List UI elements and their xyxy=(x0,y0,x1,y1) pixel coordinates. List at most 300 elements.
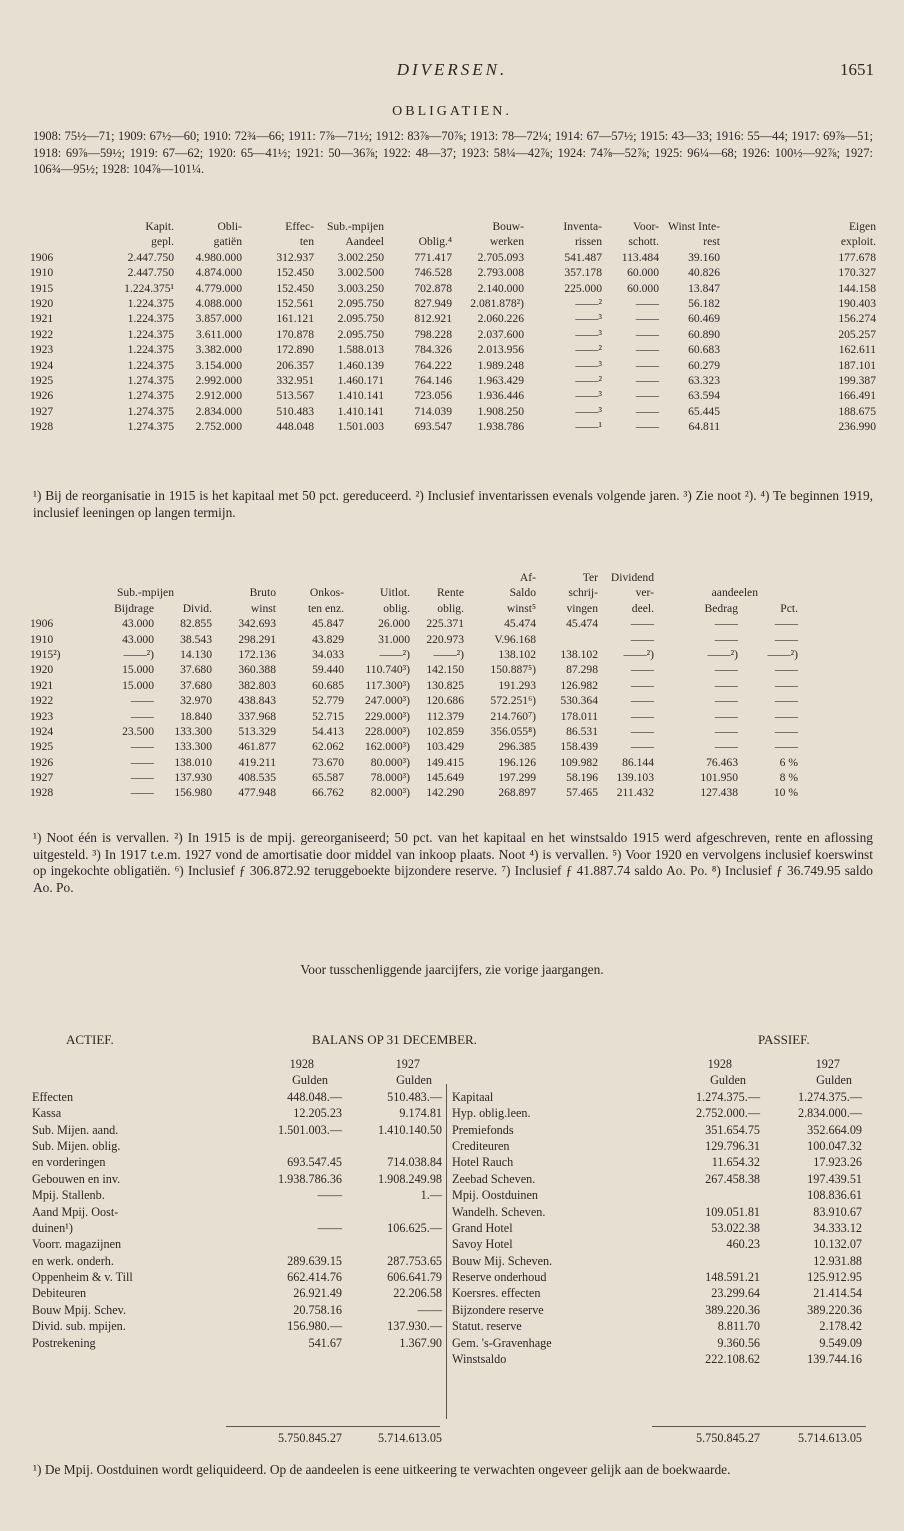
table2-cell: 52.715 xyxy=(312,709,344,723)
table2-header-cell: vingen xyxy=(566,601,598,615)
table2-header-cell: Rente xyxy=(436,586,464,600)
table1-cell: 764.146 xyxy=(414,373,452,387)
table1-cell: 827.949 xyxy=(414,296,452,310)
table1-cell: 1.938.786 xyxy=(477,420,524,434)
balance-value-1927: 100.047.32 xyxy=(807,1138,862,1153)
balance-row xyxy=(32,1220,442,1236)
balance-value-1928: 222.108.62 xyxy=(705,1352,760,1367)
table2-cell: 120.686 xyxy=(426,694,464,708)
balance-value-1927: 197.439.51 xyxy=(807,1171,862,1186)
table2-header-row xyxy=(30,570,876,585)
table1-row xyxy=(30,342,876,357)
balance-value-1928: 11.654.32 xyxy=(711,1155,760,1170)
table2-cell: ——²) xyxy=(623,647,654,661)
table1-row xyxy=(30,250,876,265)
table2-cell: 162.000³) xyxy=(364,740,410,754)
table1-cell: 3.002.500 xyxy=(337,266,384,280)
balance-label: en werk. onderh. xyxy=(32,1253,114,1268)
table2-row xyxy=(30,662,876,677)
balance-divider xyxy=(446,1084,447,1419)
balance-value-1927: 2.834.000.— xyxy=(798,1106,862,1121)
table2-cell: 82.000³) xyxy=(370,786,410,800)
table2-year: 1927 xyxy=(30,771,54,785)
table1-cell: 312.937 xyxy=(276,250,314,264)
table1-cell: ——³ xyxy=(575,312,602,326)
table1-cell: 2.447.750 xyxy=(127,266,174,280)
table2-cell: —— xyxy=(774,617,798,631)
table2-cell: —— xyxy=(774,740,798,754)
table1-row xyxy=(30,265,876,280)
table2-year: 1924 xyxy=(30,724,54,738)
table1-cell: 40.826 xyxy=(688,266,720,280)
table2-cell: 8 % xyxy=(779,771,798,785)
balance-value-1928: 26.921.49 xyxy=(293,1286,342,1301)
actief-heading: ACTIEF. xyxy=(66,1032,114,1047)
table2-cell: 60.685 xyxy=(312,678,344,692)
table1-cell: 541.487 xyxy=(564,250,602,264)
balance-value-1928: 1.274.375.— xyxy=(696,1089,760,1104)
balance-value-1928: 53.022.38 xyxy=(711,1220,760,1235)
table1-cell: 206.357 xyxy=(276,358,314,372)
balance-value-1927: 1.908.249.98 xyxy=(378,1171,442,1186)
table2-cell: 139.103 xyxy=(616,771,654,785)
table2-cell: 228.000³) xyxy=(364,724,410,738)
table2-cell: 149.415 xyxy=(426,755,464,769)
table2-cell: 138.102 xyxy=(560,647,598,661)
table1-cell: 60.000 xyxy=(627,266,659,280)
balance-row xyxy=(452,1105,872,1121)
balance-year-1928: 1928 xyxy=(707,1057,732,1071)
balance-row xyxy=(32,1122,442,1138)
table1-cell: 162.611 xyxy=(838,343,876,357)
balance-value-1928: 156.980.— xyxy=(287,1319,342,1334)
table2-cell: 76.463 xyxy=(706,755,738,769)
table2-cell: —— xyxy=(130,786,154,800)
table1-year: 1915 xyxy=(30,281,54,295)
balance-label: Oppenheim & v. Till xyxy=(32,1270,133,1285)
table2-cell: 220.973 xyxy=(426,632,464,646)
table2-cell: 103.429 xyxy=(426,740,464,754)
table1-cell: 2.013.956 xyxy=(477,343,524,357)
balance-unit-1927: Gulden xyxy=(396,1073,432,1088)
actief-totals xyxy=(32,1430,442,1446)
table2-cell: 477.948 xyxy=(238,786,276,800)
table2-cell: 38.543 xyxy=(180,632,212,646)
table1-cell: 2.793.008 xyxy=(477,266,524,280)
balance-value-1927: 125.912.95 xyxy=(807,1270,862,1285)
table2-cell: 112.379 xyxy=(426,709,464,723)
table2-cell: 54.413 xyxy=(312,724,344,738)
table2-header-cell: Bruto xyxy=(249,586,276,600)
balance-value-1927: 1.410.140.50 xyxy=(378,1122,442,1137)
balance-row xyxy=(452,1122,872,1138)
balance-value-1927: 34.333.12 xyxy=(813,1220,862,1235)
table2-year: 1926 xyxy=(30,755,54,769)
table2-row xyxy=(30,785,876,800)
table1-header-cell: Inventa- xyxy=(563,220,602,233)
table2-cell: —— xyxy=(714,632,738,646)
table2-year: 1925 xyxy=(30,740,54,754)
table2-cell: 32.970 xyxy=(180,694,212,708)
table2-cell: —— xyxy=(714,663,738,677)
table1-cell: —— xyxy=(635,389,659,403)
table1-cell: —— xyxy=(635,404,659,418)
balance-row xyxy=(452,1187,872,1203)
balance-row xyxy=(452,1302,872,1318)
table1-header-cell: Winst Inte- xyxy=(667,220,720,233)
table2-cell: 247.000³) xyxy=(364,694,410,708)
table1-cell: 1.460.139 xyxy=(337,358,384,372)
table2-cell: 43.000 xyxy=(122,617,154,631)
table2-year: 1928 xyxy=(30,786,54,800)
table1-header-row xyxy=(30,234,876,249)
table1-cell: 2.140.000 xyxy=(477,281,524,295)
table2-cell: 211.432 xyxy=(616,786,654,800)
table1-cell: 714.039 xyxy=(414,404,452,418)
balance-value-1928: 129.796.31 xyxy=(705,1138,760,1153)
balance-row xyxy=(452,1285,872,1301)
table1-cell: 1.224.375 xyxy=(127,343,174,357)
table2-year: 1920 xyxy=(30,663,54,677)
table2-cell: 356.055⁸) xyxy=(490,724,536,738)
table2-cell: 137.930 xyxy=(174,771,212,785)
balance-value-1927: 714.038.84 xyxy=(387,1155,442,1170)
balance-value-1927: 389.220.36 xyxy=(807,1302,862,1317)
balance-label: Effecten xyxy=(32,1089,74,1104)
table1-cell: 1.274.375 xyxy=(127,389,174,403)
table1-header-cell: schott. xyxy=(628,235,659,249)
table1-cell: 1.963.429 xyxy=(477,373,524,387)
table1-cell: —— xyxy=(635,420,659,434)
table1-cell: 113.484 xyxy=(621,250,659,264)
balance-value-1927: 12.931.88 xyxy=(813,1253,862,1268)
table2-cell: —— xyxy=(630,709,654,723)
table2-cell: 360.388 xyxy=(238,663,276,677)
table1-cell: 63.594 xyxy=(688,389,720,403)
table2-cell: —— xyxy=(774,678,798,692)
table1-cell: 1.274.375 xyxy=(127,420,174,434)
balance-row xyxy=(452,1089,872,1105)
table2-cell: —— xyxy=(714,694,738,708)
table2-header-cell: ver- xyxy=(635,586,654,600)
table1-cell: 1.274.375 xyxy=(127,373,174,387)
table2-cell: 23.500 xyxy=(122,724,154,738)
table1-cell: 199.387 xyxy=(838,373,876,387)
table2-cell: —— xyxy=(714,617,738,631)
page-number: 1651 xyxy=(840,60,874,79)
table1-row xyxy=(30,358,876,373)
balance-label: Divid. sub. mpijen. xyxy=(32,1319,126,1334)
balance-row xyxy=(32,1269,442,1285)
table1-cell: 798.228 xyxy=(414,327,452,341)
table2-header-row xyxy=(30,585,876,600)
table2-cell: 133.300 xyxy=(174,724,212,738)
table1-cell: 2.060.226 xyxy=(477,312,524,326)
table1-cell: 2.095.750 xyxy=(337,327,384,341)
table1-header-cell: rissen xyxy=(574,235,602,249)
table1-header-cell: Effec- xyxy=(285,220,314,233)
passief-totals xyxy=(452,1430,872,1446)
table2-cell: 197.299 xyxy=(498,771,536,785)
table1-footnotes: ¹) Bij de reorganisatie in 1915 is het kapitaal met 50 pct. gereduceerd. ²) Inclusief inventarissen evenals volgende jaren. ³) Zie noot ²). ⁴) Te beginnen 1919, inclusief leeningen op langen termijn. xyxy=(33,488,873,520)
balance-label: Mpij. Oostduinen xyxy=(452,1188,538,1203)
balance-row xyxy=(32,1187,442,1203)
table2-cell: V.96.168 xyxy=(494,632,536,646)
table1-row xyxy=(30,373,876,388)
balance-row xyxy=(32,1335,442,1351)
table1-cell: ——² xyxy=(575,296,602,310)
balance-year-1927: 1927 xyxy=(395,1057,420,1071)
balance-year-row xyxy=(452,1056,872,1072)
balance-row xyxy=(452,1335,872,1351)
table1-header-cell: Eigen xyxy=(848,220,876,233)
table2-cell: 45.847 xyxy=(312,617,344,631)
table1-cell: 156.274 xyxy=(838,312,876,326)
table2-header-cell: schrij- xyxy=(568,586,598,600)
balance-label: Bijzondere reserve xyxy=(452,1302,544,1317)
table2-cell: 43.829 xyxy=(312,632,344,646)
table1-cell: 3.003.250 xyxy=(337,281,384,295)
table1-header-cell: Kapit. xyxy=(145,220,174,233)
balance-row xyxy=(452,1269,872,1285)
table1-cell: ——³ xyxy=(575,389,602,403)
table2-cell: 73.670 xyxy=(312,755,344,769)
table2-cell: —— xyxy=(714,724,738,738)
table1-cell: 170.327 xyxy=(838,266,876,280)
balance-unit-row xyxy=(452,1072,872,1088)
balance-value-1928: 289.639.15 xyxy=(287,1253,342,1268)
table2-cell: 133.300 xyxy=(174,740,212,754)
balance-row xyxy=(32,1138,442,1154)
table1-cell: 2.037.600 xyxy=(477,327,524,341)
balance-row xyxy=(32,1253,442,1269)
table2-cell: 34.033 xyxy=(312,647,344,661)
balance-label: Savoy Hotel xyxy=(452,1237,513,1252)
balance-row xyxy=(452,1204,872,1220)
table2-cell: —— xyxy=(774,709,798,723)
table2-cell: 31.000 xyxy=(378,632,410,646)
table1-cell: 3.154.000 xyxy=(195,358,242,372)
table1-cell: 65.445 xyxy=(688,404,720,418)
table2-cell: 126.982 xyxy=(560,678,598,692)
balance-footnote: ¹) De Mpij. Oostduinen wordt geliquideerd. Op de aandeelen is eene uitkeering te verwachten ongeveer gelijk aan de boekwaarde. xyxy=(33,1462,731,1477)
balance-row xyxy=(452,1236,872,1252)
balance-value-1928: 460.23 xyxy=(726,1237,760,1252)
table1-cell: 4.088.000 xyxy=(195,296,242,310)
balance-label: Debiteuren xyxy=(32,1286,87,1301)
table1-cell: 2.447.750 xyxy=(127,250,174,264)
table2-cell: 572.251⁶) xyxy=(490,694,536,708)
table1-cell: 3.857.000 xyxy=(195,312,242,326)
table1-cell: 161.121 xyxy=(276,312,314,326)
table1-header-cell: rest xyxy=(703,235,720,249)
balance-unit-row xyxy=(32,1072,442,1088)
table2-cell: —— xyxy=(774,632,798,646)
balance-label: Grand Hotel xyxy=(452,1220,513,1235)
balance-row xyxy=(32,1302,442,1318)
table1-row xyxy=(30,419,876,434)
table2-cell: 43.000 xyxy=(122,632,154,646)
table1-cell: 1.224.375¹ xyxy=(124,281,174,295)
table1-cell: 188.675 xyxy=(838,404,876,418)
balance-label: Kapitaal xyxy=(452,1089,494,1104)
passief-column xyxy=(452,1056,872,1367)
table2-cell: 59.440 xyxy=(312,663,344,677)
table1-cell: 702.878 xyxy=(414,281,452,295)
table2-cell: 15.000 xyxy=(122,678,154,692)
table1-cell: 2.992.000 xyxy=(195,373,242,387)
balance-label: Kassa xyxy=(32,1106,62,1121)
table1-cell: 812.921 xyxy=(414,312,452,326)
balance-row xyxy=(452,1138,872,1154)
table1-cell: ——¹ xyxy=(575,420,602,434)
table1-year: 1928 xyxy=(30,420,54,434)
table2-cell: 58.196 xyxy=(566,771,598,785)
table2-cell: 142.290 xyxy=(426,786,464,800)
table2-cell: 78.000³) xyxy=(370,771,410,785)
table1-row xyxy=(30,311,876,326)
balance-value-1927: 21.414.54 xyxy=(813,1286,862,1301)
table2-cell: 382.803 xyxy=(238,678,276,692)
actief-total-1927: 5.714.613.05 xyxy=(378,1431,442,1445)
table2-cell: 214.760⁷) xyxy=(490,709,536,723)
table1-cell: 152.450 xyxy=(276,266,314,280)
table2-cell: 87.298 xyxy=(566,663,598,677)
table2-cell: 82.855 xyxy=(180,617,212,631)
balance-label: Gem. 's-Gravenhage xyxy=(452,1335,552,1350)
table1-cell: 39.160 xyxy=(688,250,720,264)
table2-cell: 138.010 xyxy=(174,755,212,769)
table1-row xyxy=(30,404,876,419)
balance-label: Reserve onderhoud xyxy=(452,1270,547,1285)
table1-row xyxy=(30,388,876,403)
table1-row xyxy=(30,281,876,296)
table2-cell: 142.150 xyxy=(426,663,464,677)
table1-cell: 1.460.171 xyxy=(337,373,384,387)
table2-cell: 296.385 xyxy=(498,740,536,754)
table2-cell: 66.762 xyxy=(312,786,344,800)
table1-cell: 510.483 xyxy=(276,404,314,418)
table2-cell: —— xyxy=(714,740,738,754)
balance-value-1927: 139.744.16 xyxy=(807,1352,862,1367)
table2-header-cell: Onkos- xyxy=(309,586,344,600)
table1-cell: 144.158 xyxy=(838,281,876,295)
table1-cell: 152.450 xyxy=(276,281,314,295)
table2-year: 1923 xyxy=(30,709,54,723)
balance-title: BALANS OP 31 DECEMBER. xyxy=(312,1032,477,1047)
balance-value-1928: 23.299.64 xyxy=(711,1286,760,1301)
table2-cell: 10 % xyxy=(773,786,798,800)
balance-value-1928: 351.654.75 xyxy=(705,1122,760,1137)
table2-year: 1922 xyxy=(30,694,54,708)
table1-cell: —— xyxy=(635,327,659,341)
table2-cell: —— xyxy=(130,740,154,754)
table2-header-cell: winst xyxy=(250,601,276,615)
table1-cell: 1.501.003 xyxy=(337,420,384,434)
table1-cell: 1.224.375 xyxy=(127,327,174,341)
table1-cell: 13.847 xyxy=(688,281,720,295)
table1-cell: 3.611.000 xyxy=(196,327,242,341)
table2-cell: 110.740³) xyxy=(365,663,410,677)
table2-footnotes: ¹) Noot één is vervallen. ²) In 1915 is de mpij. gereorganiseerd; 50 pct. van het kapitaal en het winstsaldo 1915 werd afgeschreven, rente en aflossing uitgesteld. ³) In 1917 t.e.m. 1927 vond de amortisatie door middel van inkoop plaats. Noot ⁴) is vervallen. ⁵) Voor 1920 en vervolgens inclusief koerswinst op ingekochte obligatiën. ⁶) Inclusief ƒ 306.872.92 teruggeboekte bijzondere reserve. ⁷) Inclusief ƒ 41.887.74 saldo Ao. Po. ⁸) Inclusief ƒ 36.749.95 saldo Ao. Po. xyxy=(33,830,873,895)
table1-cell: 357.178 xyxy=(564,266,602,280)
table2-header-cell: Divid. xyxy=(182,601,212,615)
balance-label: duinen¹) xyxy=(32,1220,73,1235)
table1-cell: 166.491 xyxy=(838,389,876,403)
table1-year: 1924 xyxy=(30,358,54,372)
table1-cell: 60.890 xyxy=(688,327,720,341)
table1-cell: 1.989.248 xyxy=(477,358,524,372)
section-heading: OBLIGATIEN. xyxy=(392,104,512,119)
balance-value-1927: 1.367.90 xyxy=(399,1335,442,1350)
table1-cell: 2.912.000 xyxy=(195,389,242,403)
table2-header-cell: oblig. xyxy=(383,601,410,615)
table1-cell: 4.980.000 xyxy=(195,250,242,264)
table2-cell: 298.291 xyxy=(238,632,276,646)
table2-cell: 337.968 xyxy=(238,709,276,723)
table2-cell: ——²) xyxy=(767,647,798,661)
balance-value-1927: 108.836.61 xyxy=(807,1188,862,1203)
table1-header-cell: gatiën xyxy=(213,235,242,249)
table2-cell: —— xyxy=(630,632,654,646)
table2-cell: —— xyxy=(130,709,154,723)
table1-cell: ——² xyxy=(575,373,602,387)
table2-header-cell: Dividend xyxy=(610,571,654,584)
balance-row xyxy=(452,1220,872,1236)
table2-cell: —— xyxy=(630,663,654,677)
table2-cell: ——²) xyxy=(379,647,410,661)
table1-cell: ——³ xyxy=(575,327,602,341)
table2-header-cell: aandeelen xyxy=(711,586,758,600)
table2-cell: 408.535 xyxy=(238,771,276,785)
table2-cell: —— xyxy=(130,755,154,769)
balance-label: Aand Mpij. Oost- xyxy=(32,1204,119,1219)
balance-value-1927: 137.930.— xyxy=(387,1319,442,1334)
financial-table-1 xyxy=(30,219,876,434)
table2-cell: —— xyxy=(774,724,798,738)
table1-cell: ——³ xyxy=(575,404,602,418)
actief-column xyxy=(32,1056,442,1351)
balance-value-1928: —— xyxy=(317,1188,342,1203)
table1-cell: 2.705.093 xyxy=(477,250,524,264)
table1-cell: ——³ xyxy=(575,358,602,372)
balance-value-1927: 106.625.— xyxy=(387,1220,442,1235)
table2-header-cell: Pct. xyxy=(780,601,798,615)
balance-value-1928: 148.591.21 xyxy=(705,1270,760,1285)
table1-cell: 1.224.375 xyxy=(127,312,174,326)
table1-cell: 190.403 xyxy=(838,296,876,310)
balance-row xyxy=(32,1318,442,1334)
table1-header-cell: Bouw- xyxy=(492,220,524,233)
balance-value-1927: 352.664.09 xyxy=(807,1122,862,1137)
balance-value-1927: 606.641.79 xyxy=(387,1270,442,1285)
table2-year: 1910 xyxy=(30,632,54,646)
table2-header-cell: Bijdrage xyxy=(114,601,154,615)
table1-cell: 2.081.878²) xyxy=(470,296,524,310)
table2-header-cell: Uitlot. xyxy=(380,586,410,600)
table2-cell: —— xyxy=(630,617,654,631)
passief-sum-rule xyxy=(652,1426,866,1427)
balance-value-1927: 1.— xyxy=(420,1188,442,1203)
table2-cell: 102.859 xyxy=(426,724,464,738)
balance-value-1927: 9.549.09 xyxy=(819,1335,862,1350)
table2-cell: —— xyxy=(630,678,654,692)
balance-value-1928: 9.360.56 xyxy=(717,1335,760,1350)
running-header xyxy=(0,60,904,84)
table2-cell: 268.897 xyxy=(498,786,536,800)
table2-cell: —— xyxy=(714,709,738,723)
table2-cell: 127.438 xyxy=(700,786,738,800)
